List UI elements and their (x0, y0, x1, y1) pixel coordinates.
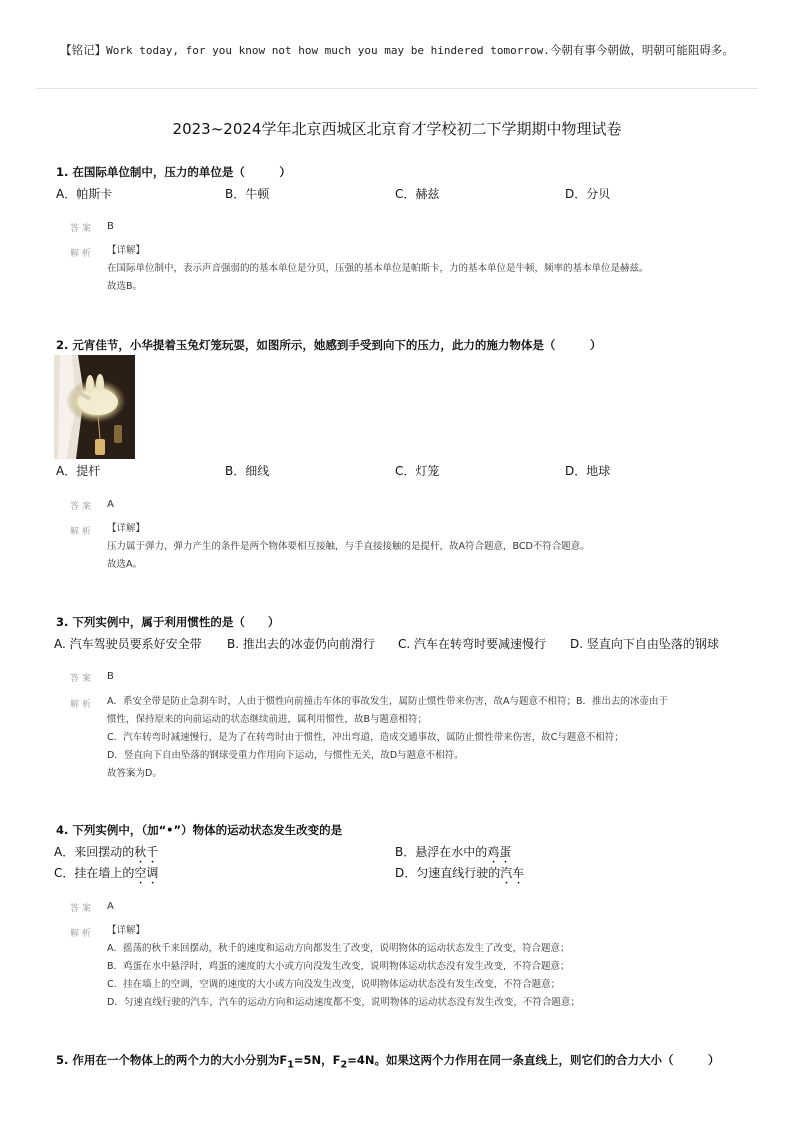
q3-option-a: A. 汽车驾驶员要系好安全带 (54, 637, 202, 651)
q1-option-c: C．赫兹 (395, 187, 440, 201)
q5-subscript: 2 (340, 1059, 348, 1071)
q4-option-c (54, 864, 158, 887)
q3-answer-value: B (107, 671, 114, 682)
q2-stem: 2. 元宵佳节，小华提着玉兔灯笼玩耍，如图所示，她感到手受到向下的压力，此力的施力物体是（ ） (56, 338, 602, 352)
explanation-line: 【详解】 (107, 245, 146, 256)
q4-option-b-text: B．悬浮在水中的 (395, 845, 488, 859)
q3-analysis-label: 解析 (70, 700, 95, 710)
explanation-line: 压力属于弹力，弹力产生的条件是两个物体要相互接触，与手直接接触的是提杆，故A符合题意，BCD不符合题意。 (107, 541, 590, 552)
q5-stem (56, 1052, 719, 1070)
q3-option-b: B. 推出去的冰壶仍向前滑行 (227, 637, 375, 651)
explanation-line: 惯性，保持原来的向前运动的状态继续前进，属利用惯性，故B与题意相符； (107, 714, 428, 725)
q4-option-c-text: C．挂在墙上的 (54, 866, 135, 880)
q2-option-c: C．灯笼 (395, 464, 440, 478)
motto-prefix: 【铭记】 (60, 43, 107, 57)
explanation-line: D．竖直向下自由坠落的钢球受重力作用向下运动，与惯性无关，故D与题意不相符。 (107, 750, 464, 761)
explanation-line: 故选B。 (107, 281, 143, 292)
q2-explanation (107, 520, 747, 574)
q2-option-a: A．提杆 (56, 464, 101, 478)
q4-option-b-dotted: 鸡蛋 (487, 845, 512, 859)
motto (36, 40, 758, 61)
q3-explanation (107, 693, 747, 783)
q3-answer-label: 答案 (70, 674, 95, 684)
q2-analysis-label: 解析 (70, 527, 95, 537)
q5-stem-part: =4N。如果这两个力作用在同一条直线上，则它们的合力大小（ ） (347, 1053, 720, 1067)
rabbit-lantern-photo (54, 355, 135, 459)
q4-answer-value: A (107, 901, 114, 912)
explanation-line: B．鸡蛋在水中悬浮时，鸡蛋的速度的大小或方向没发生改变，说明物体运动状态没有发生改变，不符合题意； (107, 961, 570, 972)
q4-option-a (54, 843, 158, 866)
q1-answer-label: 答案 (70, 224, 95, 234)
explanation-line: 在国际单位制中，表示声音强弱的的基本单位是分贝，压强的基本单位是帕斯卡，力的基本单位是牛顿，频率的基本单位是赫兹。 (107, 263, 649, 274)
q5-stem-part: 5. 作用在一个物体上的两个力的大小分别为F (56, 1053, 288, 1067)
motto-english: Work today, for you know not how much you may be hindered tomorrow. (106, 44, 550, 57)
q5-subscript: 1 (287, 1059, 294, 1071)
explanation-line: 【详解】 (107, 523, 146, 534)
q4-option-a-dotted: 秋千 (134, 845, 159, 859)
q1-explanation (107, 242, 747, 296)
q4-option-d-dotted: 汽车 (500, 866, 525, 880)
explanation-line: A．摇荡的秋千来回摆动，秋千的速度和运动方向都发生了改变，说明物体的运动状态发生了改变，符合题意； (107, 943, 570, 954)
q4-option-b (395, 843, 511, 866)
q4-option-c-dotted: 空调 (134, 866, 159, 880)
q2-option-b: B．细线 (225, 464, 270, 478)
explanation-line: 故选A。 (107, 559, 142, 570)
explanation-line: C．汽车转弯时减速慢行，是为了在转弯时由于惯性，冲出弯道，造成交通事故，属防止惯性带来伤害，故C与题意不相符； (107, 732, 624, 743)
motto-chinese: 今朝有事今朝做，明朝可能阻碍多。 (549, 43, 734, 57)
lantern-illustration (54, 355, 135, 459)
q5-stem-part: =5N，F (293, 1053, 341, 1067)
q4-answer-label: 答案 (70, 904, 95, 914)
explanation-line: D．匀速直线行驶的汽车，汽车的运动方向和运动速度都不变，说明物体的运动状态没有发生改变，不符合题意； (107, 997, 580, 1008)
q4-option-d (395, 864, 524, 887)
q1-answer-value: B (107, 221, 114, 232)
q1-stem: 1. 在国际单位制中，压力的单位是（ ） (56, 165, 291, 179)
q4-analysis-label: 解析 (70, 929, 95, 939)
q2-answer-value: A (107, 499, 114, 510)
q4-option-d-text: D．匀速直线行驶的 (395, 866, 501, 880)
q2-option-d: D．地球 (565, 464, 611, 478)
q1-option-b: B．牛顿 (225, 187, 270, 201)
header-divider (36, 88, 758, 89)
q4-option-a-text: A．来回摆动的 (54, 845, 135, 859)
q3-option-c: C. 汽车在转弯时要减速慢行 (398, 637, 547, 651)
q2-answer-label: 答案 (70, 502, 95, 512)
q3-stem: 3. 下列实例中，属于利用惯性的是（ ） (56, 615, 280, 629)
q3-option-d: D. 竖直向下自由坠落的钢球 (570, 637, 719, 651)
explanation-line: A．系安全带是防止急刹车时，人由于惯性向前撞击车体的事故发生，属防止惯性带来伤害，故A与题意不相符；B．推出去的冰壶由于 (107, 696, 669, 707)
explanation-line: 【详解】 (107, 925, 146, 936)
q4-explanation (107, 922, 747, 1012)
q1-analysis-label: 解析 (70, 249, 95, 259)
q1-option-d: D．分贝 (565, 187, 611, 201)
explanation-line: 故答案为D。 (107, 768, 162, 779)
explanation-line: C．挂在墙上的空调，空调的速度的大小或方向没发生改变，说明物体运动状态没有发生改变，不符合题意； (107, 979, 561, 990)
page-title: 2023~2024学年北京西城区北京育才学校初二下学期期中物理试卷 (172, 120, 622, 138)
q1-option-a: A．帕斯卡 (56, 187, 113, 201)
q4-stem: 4. 下列实例中，（加“•”）物体的运动状态发生改变的是 (56, 823, 343, 837)
